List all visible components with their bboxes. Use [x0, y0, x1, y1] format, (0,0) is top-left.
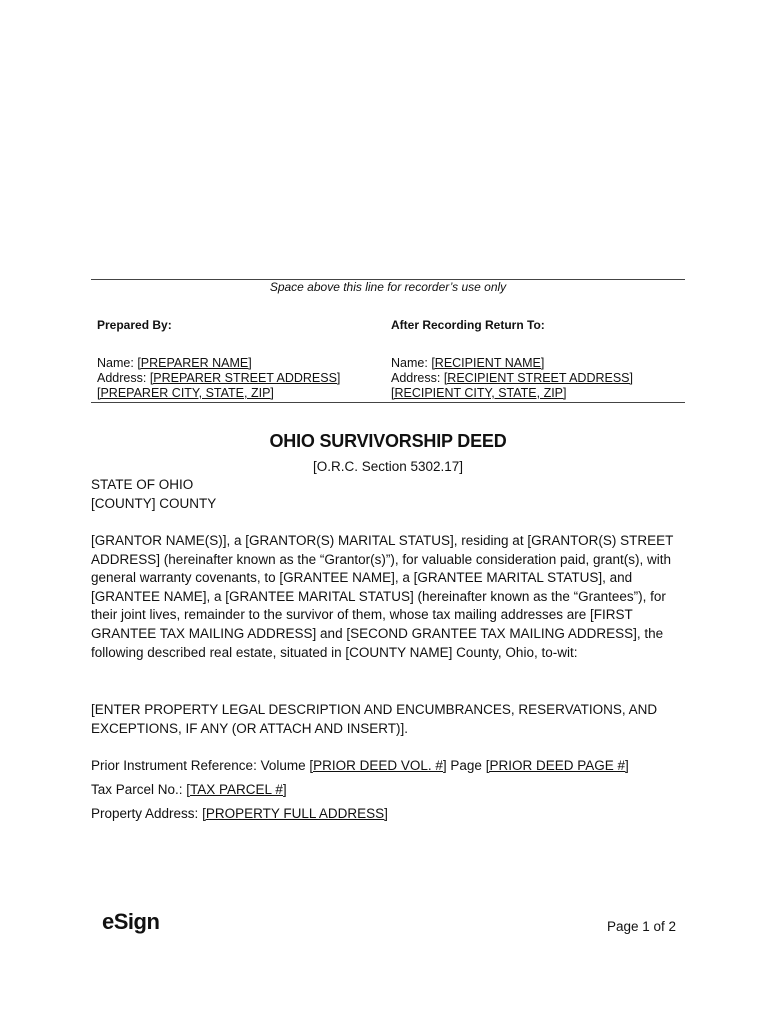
preparer-address-field[interactable]: [PREPARER STREET ADDRESS] [149, 371, 341, 385]
preparer-address-label: Address: [97, 371, 147, 385]
recipient-city-line [391, 386, 685, 401]
page-number: Page 1 of 2 [606, 919, 676, 934]
return-to-heading: After Recording Return To: [391, 318, 545, 332]
tax-parcel-line [91, 782, 287, 797]
prior-instrument-line [91, 758, 629, 773]
property-address-line [91, 806, 388, 821]
property-address-field[interactable]: [PROPERTY FULL ADDRESS] [202, 806, 388, 821]
county-line: [COUNTY] COUNTY [91, 495, 217, 511]
recipient-city-field[interactable]: [RECIPIENT CITY, STATE, ZIP] [391, 386, 567, 400]
prepared-by-heading: Prepared By: [97, 318, 172, 332]
legal-description: [ENTER PROPERTY LEGAL DESCRIPTION AND ENCUMBRANCES, RESERVATIONS, AND EXCEPTIONS, IF ANY (OR ATTACH AND INSERT)]. [91, 702, 658, 736]
preparer-name-field[interactable]: [PREPARER NAME] [137, 356, 252, 370]
recipient-name-field[interactable]: [RECIPIENT NAME] [431, 356, 545, 370]
prior-deed-volume-field[interactable]: [PRIOR DEED VOL. #] [309, 758, 447, 773]
preparer-block [97, 356, 387, 401]
document-subtitle: [O.R.C. Section 5302.17] [312, 459, 464, 474]
grant-paragraph: [GRANTOR NAME(S)], a [GRANTOR(S) MARITAL STATUS], residing at [GRANTOR(S) STREET ADDRESS] (hereinafter known as the “Grantor(s)”), for valuable consideration paid, grant(s), with general warranty covenants, to [GRANTEE NAME], a [GRANTEE MARITAL STATUS], and [GRANTEE NAME], a [GRANTEE MARITAL STATUS] (hereinafter known as the “Grantees”), for their joint lives, remainder to the survivor of them, whose tax mailing addresses are [FIRST GRANTEE TAX MAILING ADDRESS] and [SECOND GRANTEE TAX MAILING ADDRESS], the following described real estate, situated in [COUNTY NAME] County, Ohio, to-wit: [91, 533, 674, 660]
venue-block [91, 476, 216, 513]
bottom-divider [91, 402, 685, 403]
recipient-address-line [391, 371, 685, 386]
recipient-address-field[interactable]: [RECIPIENT STREET ADDRESS] [443, 371, 633, 385]
preparer-address-line [97, 371, 387, 386]
preparer-city-field[interactable]: [PREPARER CITY, STATE, ZIP] [97, 386, 274, 400]
document-title: OHIO SURVIVORSHIP DEED [269, 431, 507, 451]
tax-parcel-field[interactable]: [TAX PARCEL #] [186, 782, 287, 797]
recipient-block [391, 356, 685, 401]
state-line: STATE OF OHIO [91, 477, 194, 492]
preparer-name-line [97, 356, 387, 371]
recipient-name-label: Name: [391, 356, 428, 370]
recipient-address-label: Address: [391, 371, 441, 385]
preparer-name-label: Name: [97, 356, 134, 370]
property-address-label: Property Address: [91, 806, 203, 821]
tax-parcel-label: Tax Parcel No.: [91, 782, 187, 797]
prior-deed-page-label: Page [446, 758, 486, 773]
preparer-city-line [97, 386, 387, 401]
recorder-note: Space above this line for recorder’s use only [269, 280, 507, 294]
recipient-name-line [391, 356, 685, 371]
prior-deed-page-field[interactable]: [PRIOR DEED PAGE #] [485, 758, 629, 773]
esign-logo: eSign [102, 909, 160, 934]
prior-instrument-label: Prior Instrument Reference: Volume [91, 758, 310, 773]
